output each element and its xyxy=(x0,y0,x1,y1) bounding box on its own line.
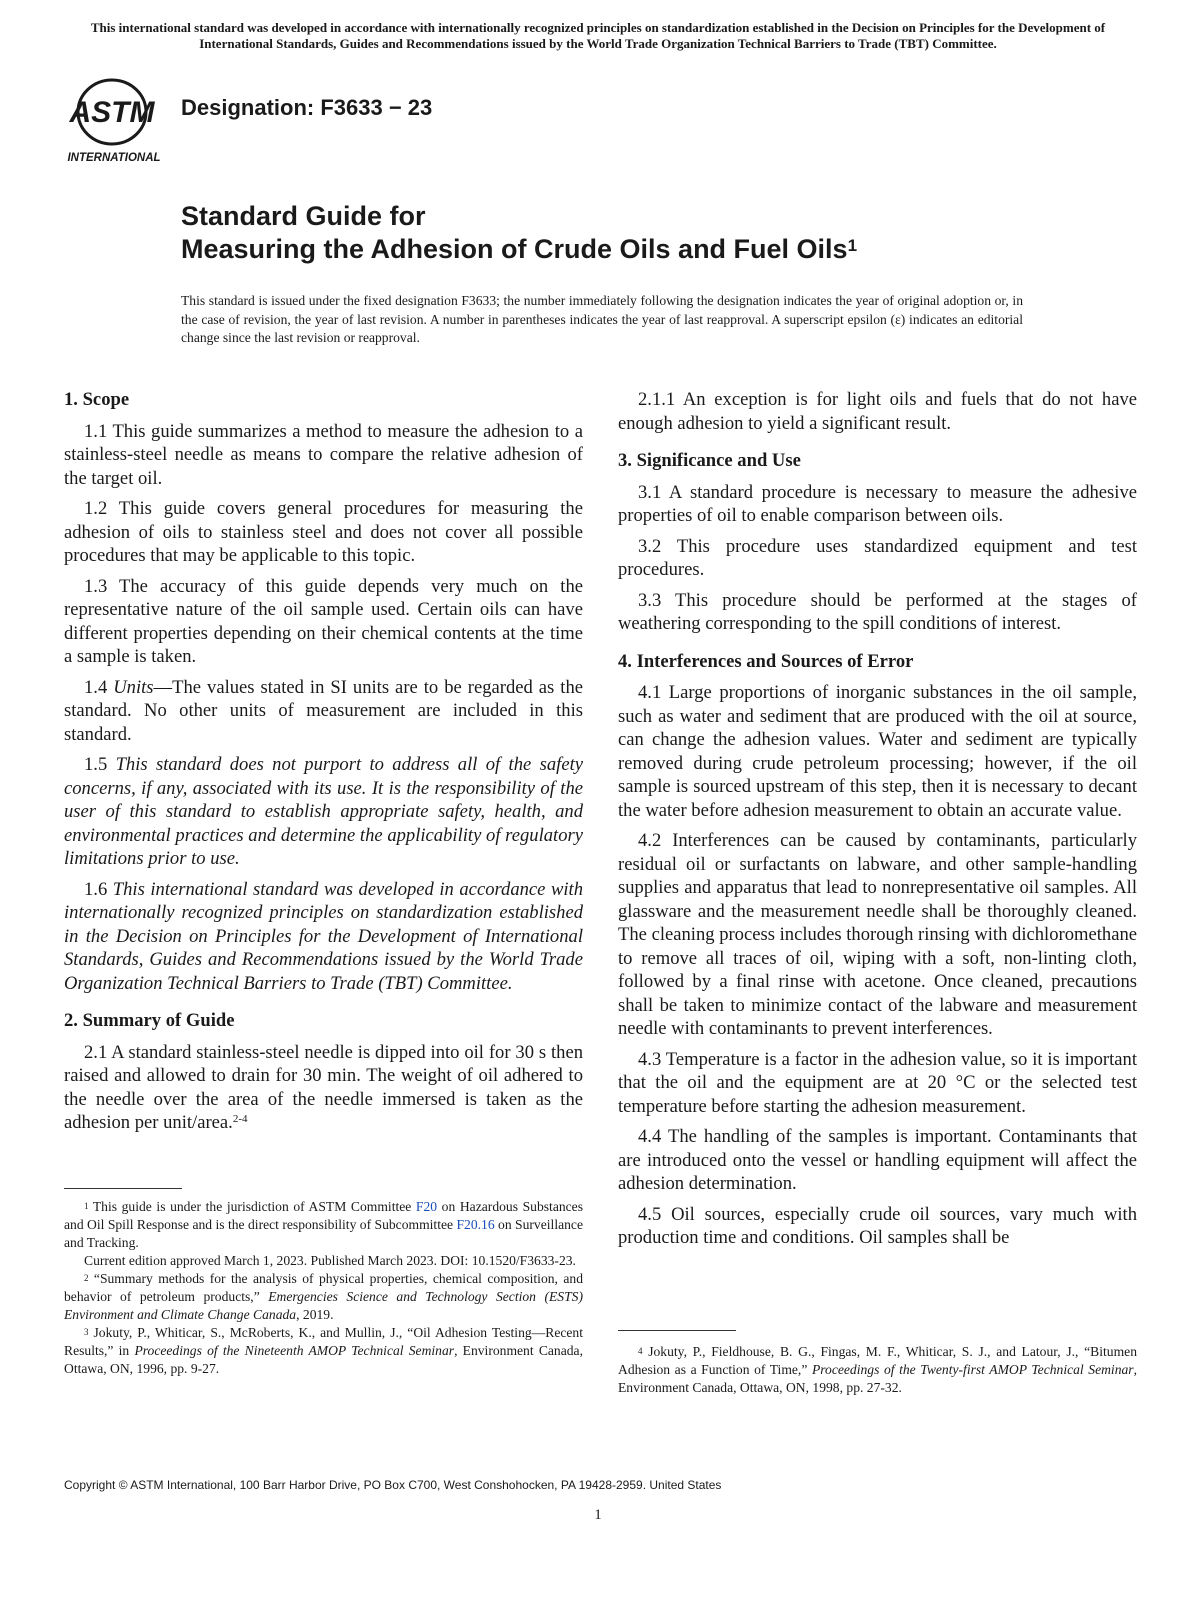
footnotes-left xyxy=(64,1198,583,1378)
para-3-3: 3.3 This procedure should be performed at the stages of weathering corresponding to the spill conditions of interest. xyxy=(618,589,1137,634)
para-4-3: 4.3 Temperature is a factor in the adhesion value, so it is important that the oil and the equipment are at 20 °C or the selected test temperature before starting the adhesion measurement. xyxy=(618,1048,1137,1117)
section-4-heading: 4. Interferences and Sources of Error xyxy=(618,650,914,672)
footnote-4: $^4$ Jokuty, P., Fieldhouse, B. G., Fingas, M. F., Whiticar, S. J., and Latour, J., “Bitumen Adhesion as a Function of Time,” Proceedings of the Twenty-first AMOP Technical Seminar, Environment Canada, Ottawa, ON, 1998, pp. 27-32. xyxy=(618,1344,1137,1395)
footnote-3: $^3$ Jokuty, P., Whiticar, S., McRoberts, K., and Mullin, J., “Oil Adhesion Testing—Recent Results,” in Proceedings of the Nineteenth AMOP Technical Seminar, Environment Canada, Ottawa, ON, 1996, pp. 9-27. xyxy=(64,1325,583,1376)
subcommittee-f20-16-link[interactable]: F20.16 xyxy=(456,1217,495,1232)
section-1-heading: 1. Scope xyxy=(64,389,130,410)
committee-f20-link[interactable]: F20 xyxy=(415,1199,438,1214)
title-line-2: Measuring the Adhesion of Crude Oils and Fuel Oils xyxy=(181,234,848,264)
para-3-2: 3.2 This procedure uses standardized equipment and test procedures. xyxy=(618,535,1137,580)
para-4-1: 4.1 Large proportions of inorganic substances in the oil sample, such as water and sediment that are produced with the oil at source, can change the adhesion values. Water and sediment are typically removed during crude petroleum processing; however, if the oil sample is sourced upstream of this step, then it is necessary to decant the water before adhesion measurement to obtain an accurate value. xyxy=(618,682,1137,821)
designation-note: This standard is issued under the fixed designation F3633; the number immediately following the designation indicates the year of original adoption or, in the case of revision, the year of last revision. A number in parentheses indicates the year of last reapproval. A superscript epsilon (ε) indicates an editorial change since the last revision or reapproval. xyxy=(181,293,1023,345)
section-2-heading: 2. Summary of Guide xyxy=(64,1010,235,1031)
footnote-2: $^2$ “Summary methods for the analysis of physical properties, chemical composition, and behavior of petroleum products,” Emergencies Science and Technology Section (ESTS) Environment and Climate Change Canada, 2019. xyxy=(64,1271,583,1322)
page-number: 1 xyxy=(594,1507,602,1523)
document-title xyxy=(181,200,857,266)
footnotes-right xyxy=(618,1343,1137,1397)
para-1-5: 1.5 This standard does not purport to address all of the safety concerns, if any, associated with its use. It is the responsibility of the user of this standard to establish appropriate safety, health, and environmental practices and determine the applicability of regulatory limitations prior to use. xyxy=(64,754,583,869)
footnote-rule-left xyxy=(64,1188,182,1189)
para-4-4: 4.4 The handling of the samples is important. Contaminants that are introduced onto the vessel or handling equipment will affect the adhesion determination. xyxy=(618,1126,1137,1194)
para-2-1-1: 2.1.1 An exception is for light oils and fuels that do not have enough adhesion to yield a significant result. xyxy=(618,389,1137,434)
footnote-rule-right xyxy=(618,1330,736,1331)
tbt-notice: This international standard was developed in accordance with internationally recognized principles on standardization established in the Decision on Principles for the Development of International Standards, Guides and Recommendations issued by the World Trade Organization Technical Barriers to Trade (TBT) Committee. xyxy=(90,20,1106,51)
astm-logo xyxy=(64,70,170,164)
section-3-heading: 3. Significance and Use xyxy=(618,450,801,471)
para-1-4: 1.4 Units—The values stated in SI units are to be regarded as the standard. No other units of measurement are included in this standard. xyxy=(64,676,583,745)
left-column xyxy=(64,388,583,1142)
svg-text:ASTM: ASTM xyxy=(69,96,155,129)
para-1-3: 1.3 The accuracy of this guide depends very much on the representative nature of the oil sample used. Certain oils can have different properties depending on their chemical contents at the time a sample is taken. xyxy=(64,575,583,667)
svg-text:INTERNATIONAL: INTERNATIONAL xyxy=(67,152,161,164)
para-1-2: 1.2 This guide covers general procedures for measuring the adhesion of oils to stainless steel and does not cover all possible procedures that may be applicable to this topic. xyxy=(64,498,583,566)
edition-note: Current edition approved March 1, 2023. Published March 2023. DOI: 10.1520/F3633-23. xyxy=(84,1253,576,1268)
reference-superscript: 2-4 xyxy=(232,1113,248,1125)
title-footnote-mark: 1 xyxy=(847,236,858,255)
footnote-1: $^1$ This guide is under the jurisdiction of ASTM Committee F20 on Hazardous Substances and Oil Spill Response and is the direct responsibility of Subcommittee F20.16 on Surveillance and Tracking. xyxy=(64,1199,584,1250)
para-4-2: 4.2 Interferences can be caused by contaminants, particularly residual oil or surfactants on labware, and other sample-handling supplies and apparatus that lead to nonrepresentative oil samples. All glassware and the measurement needle shall be thoroughly cleaned. The cleaning process includes thorough rinsing with dichloromethane to remove all traces of oil, wiping with a soft, non-linting cloth, followed by a final rinse with acetone. Once cleaned, precautions shall be taken to minimize contact of the labware and measurement needle with contaminants to prevent interferences. xyxy=(618,830,1137,1039)
right-column xyxy=(618,388,1137,1257)
para-1-6: 1.6 This international standard was developed in accordance with internationally recognized principles on standardization established in the Decision on Principles for the Development of International Standards, Guides and Recommendations issued by the World Trade Organization Technical Barriers to Trade (TBT) Committee. xyxy=(64,878,584,994)
para-2-1: 2.1 A standard stainless-steel needle is dipped into oil for 30 s then raised and allowed to drain for 30 min. The weight of oil adhered to the needle over the area of the needle immersed is taken as the adhesion per unit/area.$^{2-4}$ xyxy=(64,1041,583,1133)
para-3-1: 3.1 A standard procedure is necessary to measure the adhesive properties of oil to enable comparison between oils. xyxy=(618,481,1137,526)
copyright-line: Copyright © ASTM International, 100 Barr Harbor Drive, PO Box C700, West Conshohocken, PA 19428-2959. United States xyxy=(64,1478,722,1492)
para-1-1: 1.1 This guide summarizes a method to measure the adhesion to a stainless-steel needle as means to compare the relative adhesion of the target oil. xyxy=(64,420,583,489)
para-4-5: 4.5 Oil sources, especially crude oil sources, vary much with production time and conditions. Oil samples shall be xyxy=(618,1203,1137,1248)
designation: Designation: F3633 − 23 xyxy=(181,95,433,120)
title-line-1: Standard Guide for xyxy=(181,201,426,231)
